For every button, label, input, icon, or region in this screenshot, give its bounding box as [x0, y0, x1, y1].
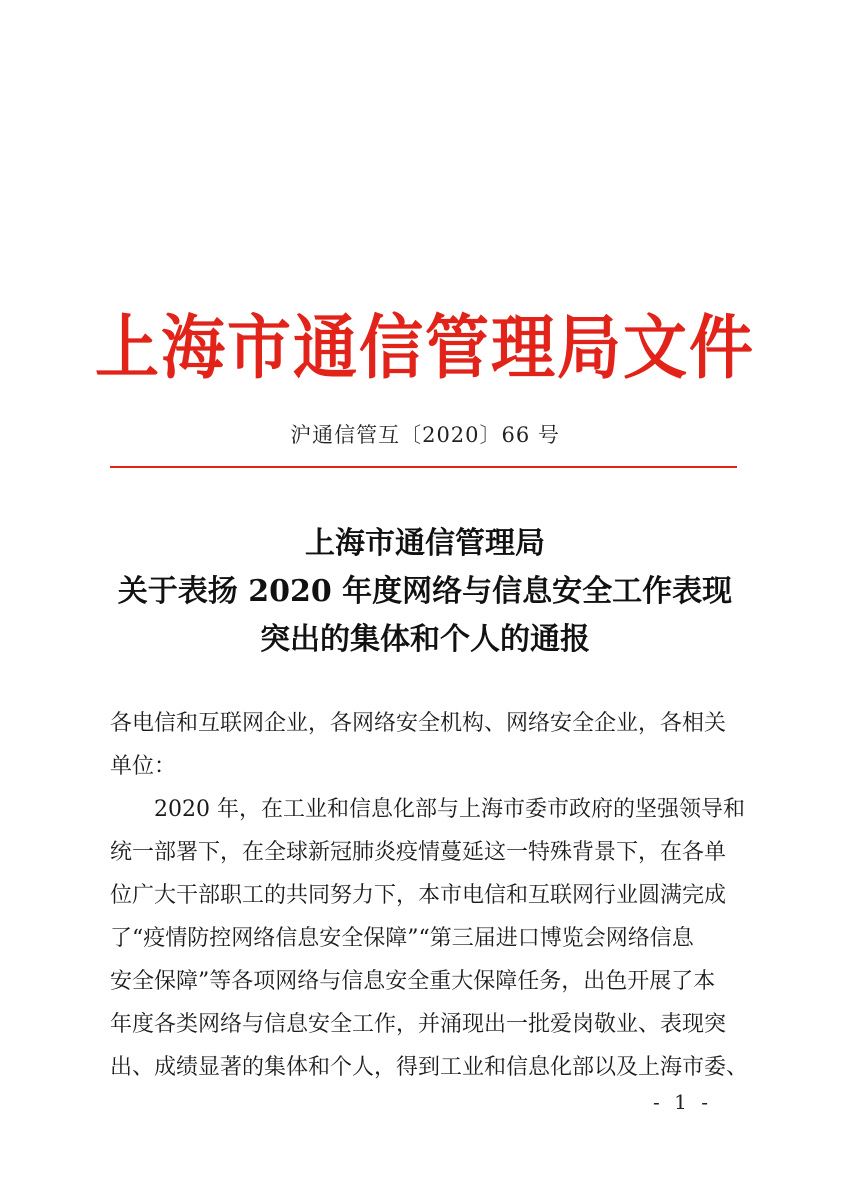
paragraph-line: 了“疫情防控网络信息安全保障”“第三届进口博览会网络信息	[110, 926, 694, 951]
notice-body	[110, 702, 749, 1089]
document-number: 沪通信管互〔2020〕66 号	[290, 423, 560, 447]
masthead-title: 上海市通信管理局文件	[95, 307, 755, 389]
addressee-line: 各电信和互联网企业，各网络安全机构、网络安全企业，各相关	[110, 711, 727, 736]
notice-title	[0, 520, 850, 664]
red-divider-line	[110, 466, 737, 468]
paragraph-line: 2020 年，在工业和信息化部与上海市委市政府的坚强领导和	[154, 797, 745, 822]
paragraph-line: 出、成绩显著的集体和个人，得到工业和信息化部以及上海市委、	[110, 1055, 749, 1080]
paragraph-line: 年度各类网络与信息安全工作，并涌现出一批爱岗敬业、表现突	[110, 1012, 727, 1037]
paragraph-line: 位广大干部职工的共同努力下，本市电信和互联网行业圆满完成	[110, 883, 727, 908]
addressee-line-continued: 单位：	[110, 754, 177, 779]
title-line-3: 突出的集体和个人的通报	[260, 622, 590, 657]
title-line-2: 关于表扬 2020 年度网络与信息安全工作表现	[117, 574, 733, 609]
title-line-1: 上海市通信管理局	[305, 526, 545, 561]
page-number: - 1 -	[653, 1090, 712, 1114]
paragraph-line: 统一部署下，在全球新冠肺炎疫情蔓延这一特殊背景下，在各单	[110, 840, 727, 865]
paragraph-line: 安全保障”等各项网络与信息安全重大保障任务，出色开展了本	[110, 969, 716, 994]
